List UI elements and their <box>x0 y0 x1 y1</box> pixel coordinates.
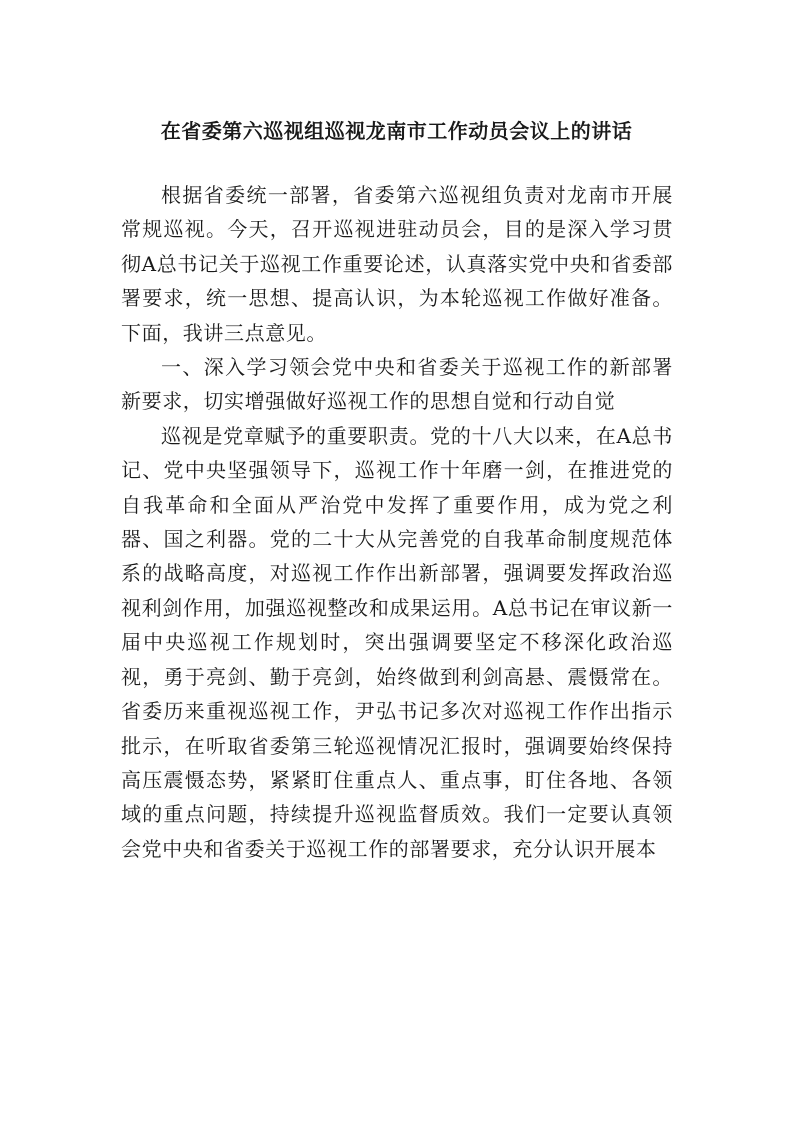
document-title: 在省委第六巡视组巡视龙南市工作动员会议上的讲话 <box>160 119 633 143</box>
paragraph-body: 巡视是党章赋予的重要职责。党的十八大以来，在A总书记、党中央坚强领导下，巡视工作十年磨一剑，在推进党的自我革命和全面从严治党中发挥了重要作用，成为党之利器、国之利器。党的二十大从完善党的自我革命制度规范体系的战略高度，对巡视工作作出新部署，强调要发挥政治巡视利剑作用，加强巡视整改和成果运用。A总书记在审议新一届中央巡视工作规划时，突出强调要坚定不移深化政治巡视，勇于亮剑、勤于亮剑，始终做到利剑高悬、震慑常在。省委历来重视巡视工作，尹弘书记多次对巡视工作作出指示批示，在听取省委第三轮巡视情况汇报时，强调要始终保持高压震慑态势，紧紧盯住重点人、重点事，盯住各地、各领域的重点问题，持续提升巡视监督质效。我们一定要认真领会党中央和省委关于巡视工作的部署要求，充分认识开展本 <box>121 423 673 861</box>
document-body <box>121 178 673 866</box>
paragraph-intro: 根据省委统一部署，省委第六巡视组负责对龙南市开展常规巡视。今天，召开巡视进驻动员会，目的是深入学习贯彻A总书记关于巡视工作重要论述，认真落实党中央和省委部署要求，统一思想、提高认识，为本轮巡视工作做好准备。下面，我讲三点意见。 <box>121 183 673 345</box>
paragraph-section-heading: 一、深入学习领会党中央和省委关于巡视工作的新部署新要求，切实增强做好巡视工作的思想自觉和行动自觉 <box>121 355 673 414</box>
